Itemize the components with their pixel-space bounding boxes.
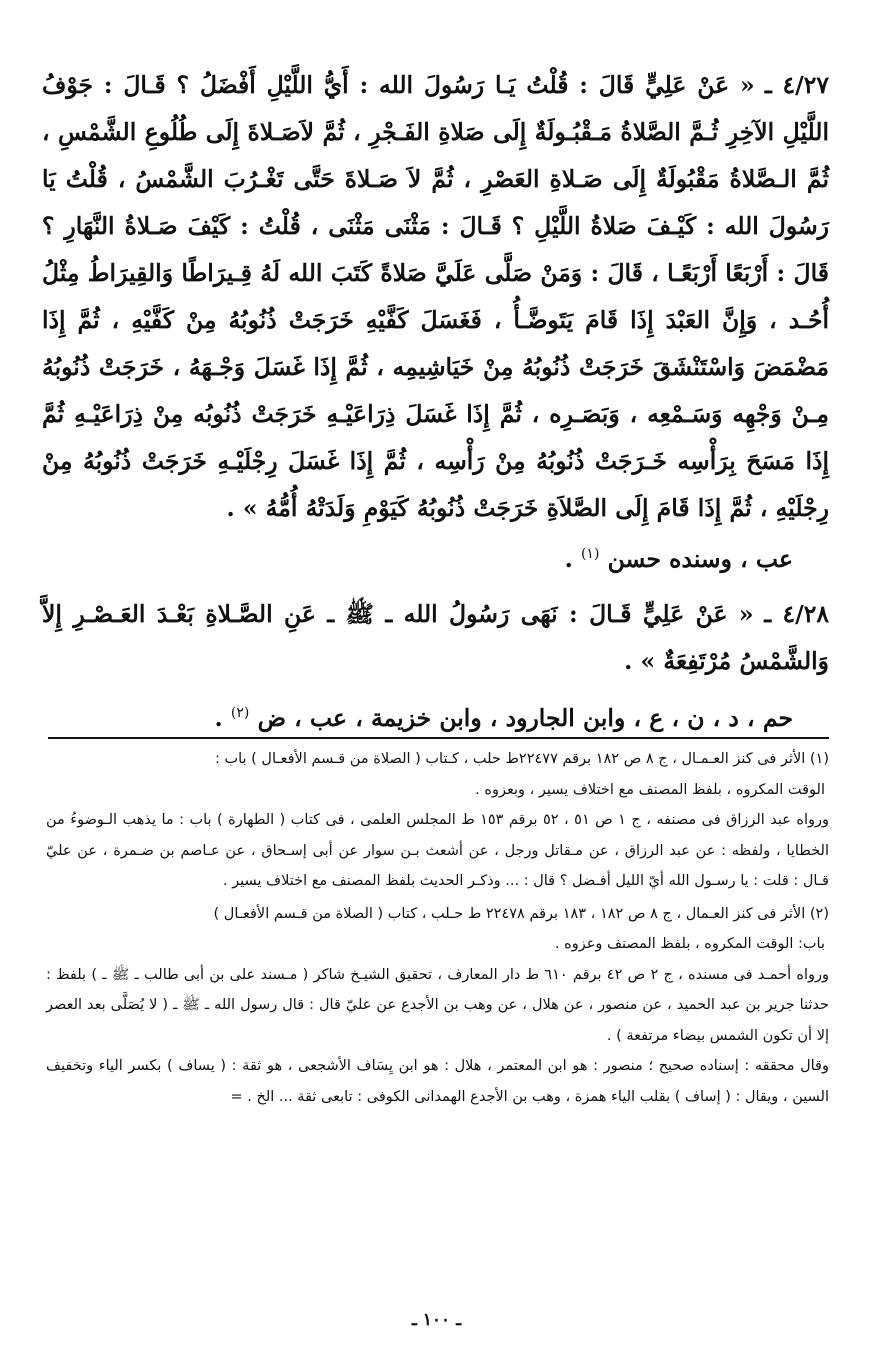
footnote-text: وقال محققه : إسناده صحيح ؛ منصور : هو ابن المعتمر ، هلال : هو ابن يِسَاف الأشجعى ، هو ثقة : ( يساف ) بكسر الياء وتخفيف السين ، ويقال : ( إساف ) بقلب الياء همزة ، وهب بن الأجدع الهمدانى الكوفى : تابعى ثقة ... الخ . [46,1058,829,1105]
main-text [42,62,829,742]
hadith-source [42,695,793,742]
source-end: . [214,704,223,732]
hadith-27 [42,62,829,532]
page-number: ـ ١٠٠ ـ [411,1310,462,1330]
footnote-2-paragraph: ورواه أحمـد فى مسنده ، ج ٢ ص ٤٢ برقم ٦١٠ ط دار المعارف ، تحقيق الشيـخ شاكر ( مـسند على بن أبى طالب ـ ﷺ ـ ) بلفظ : حدثنا جرير بن عبد الحميد ، عن منصور ، عن هلال ، عن وهب بن الأجدع عن عليّ قال : قال رسول الله ـ ﷺ ـ ( لا يُصَلَّى بعد العصر إلا أن تكون الشمس بيضاء مرتفعة ) . [46,966,829,1044]
hadith-number: ٤/٢٧ ـ [764,71,829,99]
footnote-reference[interactable]: (١) [580,546,600,563]
footnote-2-paragraph-2 [46,1051,829,1112]
footnote-reference[interactable]: (٢) [230,705,250,722]
hadith-number: ٤/٢٨ ـ [764,600,829,628]
footnote-divider [48,737,829,739]
source-end: . [564,545,573,573]
footnotes [46,744,829,1112]
hadith-28 [42,591,829,685]
footnote-2-continuation: باب: الوقت المكروه ، بلفظ المصنف وعزوه . [554,936,825,952]
footnote-number: (٢) [809,905,829,922]
source-text: حم ، د ، ن ، ع ، وابن الجارود ، وابن خزيمة ، عب ، ض [257,704,793,732]
hadith-source [42,536,793,583]
footnote-2 [46,899,829,930]
source-text: عب ، وسنده حسن [607,545,793,573]
footnote-number: (١) [809,751,829,767]
footnote-1 [46,744,829,775]
hadith-text: « عَنْ عَلِيٍّ قَالَ : قُلْتُ يَـا رَسُولَ الله : أَيُّ اللَّيْلِ أَفْضَلُ ؟ قَـالَ : جَوْفُ اللَّيْلِ الآخِرِ ثُـمَّ الصَّلاةُ مَـقْبُـولَةٌ إِلَى صَلاةِ الفَـجْرِ ، ثُمَّ لاَصَـلاةَ إِلَى طُلُوعِ الشَّمْسِ ، ثُمَّ الـصَّلاةُ مَقْبُولَةٌ إِلَى صَـلاةِ العَصْرِ ، ثُمَّ لاَ صَـلاةَ حَتَّى تَغْـرُبَ الشَّمْسُ ، قُلْتُ يَا رَسُولَ الله : كَيْـفَ صَلاةُ اللَّيْلِ ؟ قَـالَ : مَثْنَى مَثْنَى ، قُلْتُ : كَيْفَ صَـلاةُ النَّهَارِ ؟قَالَ : أَرْبَعًا أَرْبَعًـا ، قَالَ : وَمَنْ صَلَّى عَلَيَّ صَلاةً كَتَبَ الله لَهُ قِـيرَاطًا وَالقِيرَاطُ مِثْلُ أُحُـد ، وَإِنَّ العَبْدَ إِذَا قَامَ يَتَوضَّـأُ ، فَغَسَلَ كَفَّيْهِ خَرَجَتْ ذُنُوبُهُ مِنْ كَفَّيْهِ ، ثُمَّ إِذَا مَضْمَضَ وَاسْتَنْشَقَ خَرَجَتْ ذُنُوبُهُ مِنْ خَيَاشِيمِه ، ثُمَّ إِذَا غَسَلَ وَجْـهَهُ ، خَرَجَتْ ذُنُوبُهُ مِـنْ وَجْهِه وَسَـمْعِه ، وَبَصَـرِه ، ثُمَّ إِذَا غَسَلَ ذِرَاعَيْـهِ خَرَجَتْ ذُنُوبُه مِنْ ذِرَاعَيْـهِ ثُمَّ إِذَا مَسَحَ بِرَأْسِه خَـرَجَتْ ذُنُوبُهُ مِنْ رَأْسِه ، ثُمَّ إِذَا غَسَلَ رِجْلَيْـهِ خَرَجَتْ ذُنُوبُهُ مِنْ رِجْلَيْهِ ، ثُمَّ إِذَا قَامَ إِلَى الصَّلاَةِ خَرَجَتْ ذُنُوبُهُ كَيَوْمِ وَلَدَتْهُ أُمُّهُ » . [42,71,829,522]
continuation-mark: = [230,1088,243,1105]
footnote-1-continuation: الوقت المكروه ، بلفظ المصنف مع اختلاف يسير ، وبعزوه . [475,781,825,798]
footnote-text: الأثر فى كنز العـمـال ، ج ٨ ص ١٨٢ برقم ٢٢٤٧٧ط حلب ، كـتاب ( الصلاة من قـسم الأفعـال ) باب : [214,751,806,767]
hadith-text: « عَنْ عَلِيٍّ قَـالَ : نَهَى رَسُولُ الله ـ ﷺ ـ عَنِ الصَّـلاةِ بَعْـدَ العَـصْـرِ إِلاَّ وَالشَّمْسُ مُرْتَفِعَةٌ » . [42,600,829,675]
footnote-text: الأثر فى كنز العـمال ، ج ٨ ص ١٨٢ ، ١٨٣ برقم ٢٢٤٧٨ ط حـلب ، كتاب ( الصلاة من قـسم الأفعـال ) [213,905,806,922]
footnote-1-paragraph: ورواه عبد الرزاق فى مصنفه ، ج ١ ص ٥١ ، ٥٢ برقم ١٥٣ ط المجلس العلمى ، فى كتاب ( الطهارة ) باب : ما يذهب الـوضوءُ من الخطايا ، ولفظه : عن عبد الرزاق ، عن مـقاتل ورجل ، عن أشعث بـن سوار عن أبى إسـحاق ، عن عـاصم بن ضـمرة ، عن عليّ قـال : قلت : يا رسـول الله أيّ الليل أفـضل ؟ قال : ... وذكـر الحديث بلفظ المصنف مع اختلاف يسير . [46,812,830,889]
